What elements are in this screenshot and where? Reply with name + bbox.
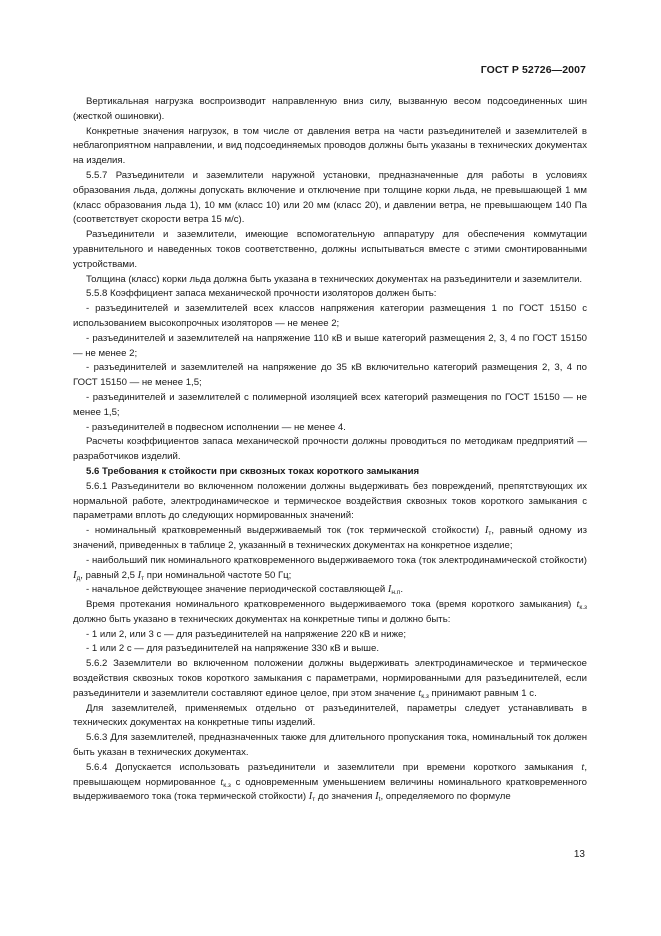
page-number: 13 (573, 849, 585, 860)
list-item: - 1 или 2 с — для разъединителей на напряжение 330 кВ и выше. (86, 643, 379, 655)
paragraph-5-6-1: 5.6.1 Разъединители во включенном положении должны выдерживать без повреждений, препятствующих их нормальной работе, электродинамическое и термическое воздействия сквозных токов короткого замыкания с параметрами вплоть до следующих нормированных значений: (73, 480, 587, 522)
list-item: - 1 или 2, или 3 с — для разъединителей на напряжение 220 кВ и ниже; (86, 628, 407, 640)
paragraph: Разъединители и заземлители, имеющие вспомогательную аппаратуру для обеспечения коммутации уравнительного и наведенных токов соответственно, должны испытываться вместе с этими смонтированными устройствами. (73, 229, 587, 270)
standard-header: ГОСТ Р 52726—2007 (480, 64, 586, 76)
paragraph-5-5-7: 5.5.7 Разъединители и заземлители наружной установки, предназначенные для работы в условиях образования льда, должны допускать включение и отключение при толщине корки льда, не превышающей 1 мм (класс образования льда 1), 10 мм (класс 10) или 20 мм (класс 20), и давлении ветра, не превышающем 140 Па (соответствует скорости ветра 15 м/с). (73, 169, 587, 226)
paragraph-5-5-8: 5.5.8 Коэффициент запаса механической прочности изоляторов должен быть: (86, 288, 437, 300)
paragraph: Для заземлителей, применяемых отдельно от разъединителей, параметры следует устанавливать в технических документах на конкретные типы изделий. (73, 702, 587, 729)
paragraph-5-6-3: 5.6.3 Для заземлителей, предназначенных также для длительного пропускания тока, номинальный ток должен быть указан в технических документах. (73, 732, 587, 759)
list-item: - разъединителей и заземлителей всех классов напряжения категории размещения 1 по ГОСТ 15150 с использованием высокопрочных изоляторов — не менее 2; (73, 303, 587, 329)
paragraph: Вертикальная нагрузка воспроизводит направленную вниз силу, вызванную весом подсоединенных шин (жесткой ошиновки). (73, 96, 587, 122)
list-item: - разъединителей и заземлителей на напряжение до 35 кВ включительно категорий размещения 2, 3, 4 по ГОСТ 15150 — не менее 1,5; (73, 362, 587, 389)
list-item-peak-current: - наибольший пик номинального кратковременного выдерживаемого тока (ток электродинамической стойкости) $I_д$, равный 2,5 $I_т$ при номинальной частоте 50 Гц; (73, 554, 587, 582)
list-item: - разъединителей и заземлителей на напряжение 110 кВ и выше категорий размещения 2, 3, 4 по ГОСТ 15150 — не менее 2; (73, 332, 587, 359)
paragraph-5-6-4: 5.6.4 Допускается использовать разъединители и заземлители при времени короткого замыкания t, превышающем нормированное $t_{к.з}$ с одновременным уменьшением величины номинального кратковременного выдерживаемого тока (тока термической стойкости) $I_т$ до значения $I_t$, определяемого по формуле (73, 761, 587, 804)
section-heading-5-6: 5.6 Требования к стойкости при сквозных токах короткого замыкания (86, 465, 420, 477)
list-item-rated-short-time-current: - номинальный кратковременный выдерживаемый ток (ток термической стойкости) $I_т$, равный одному из значений, приведенных в таблице 2, указанный в технических документах на конкретное изделие; (73, 525, 587, 551)
paragraph-duration: Время протекания номинального кратковременного выдерживаемого тока (время короткого замыкания) $t_{к.з}$ должно быть указано в технических документах на конкретные типы и должно быть: (73, 599, 587, 625)
paragraph: Конкретные значения нагрузок, в том числе от давления ветра на части разъединителей и заземлителей в неблагоприятном направлении, и вид подсоединяемых проводов должны быть указаны в технических документах на изделия. (73, 125, 587, 167)
paragraph: Расчеты коэффициентов запаса механической прочности должны проводиться по методикам предприятий — разработчиков изделий. (73, 436, 587, 463)
list-item: - разъединителей и заземлителей с полимерной изоляцией всех категорий размещения по ГОСТ 15150 — не менее 1,5; (73, 391, 587, 418)
page-body (73, 95, 587, 805)
list-item: - разъединителей в подвесном исполнении — не менее 4. (86, 421, 346, 433)
list-item-initial-current: - начальное действующее значение периодической составляющей $I_{н.п}$. (86, 584, 404, 597)
paragraph-5-6-2: 5.6.2 Заземлители во включенном положении должны выдерживать электродинамическое и термическое воздействия сквозных токов короткого замыкания с параметрами, нормированными для разъединителей, если разъединители и заземлители составляют единое целое, при этом значение $t_{к.з}$ принимают равным 1 с. (73, 658, 587, 700)
paragraph: Толщина (класс) корки льда должна быть указана в технических документах на разъединители и заземлители. (86, 273, 583, 285)
